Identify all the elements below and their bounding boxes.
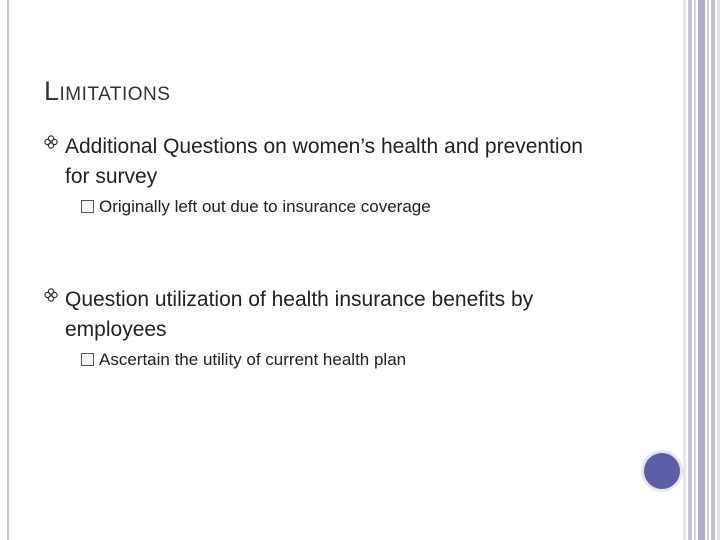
bullet-text-1: Additional Questions on women’s health and prevention for survey — [65, 135, 583, 188]
slide-title — [44, 76, 170, 107]
flower-bullet-icon — [44, 288, 58, 302]
square-bullet-icon — [81, 200, 94, 213]
flower-bullet-icon — [44, 135, 58, 149]
bullet-text-2: Question utilization of health insurance benefits by employees — [65, 288, 534, 341]
sub-bullet-text-1: Originally left out due to insurance coverage — [99, 197, 431, 216]
slide-title-rest: IMITATIONS — [59, 84, 171, 105]
square-bullet-icon — [81, 353, 94, 366]
sub-bullet-text-2: Ascertain the utility of current health plan — [99, 350, 407, 369]
left-border-rule — [7, 0, 9, 540]
slide-title-initial: L — [44, 76, 60, 106]
right-decorative-stripes — [683, 0, 720, 540]
accent-circle — [641, 450, 683, 492]
